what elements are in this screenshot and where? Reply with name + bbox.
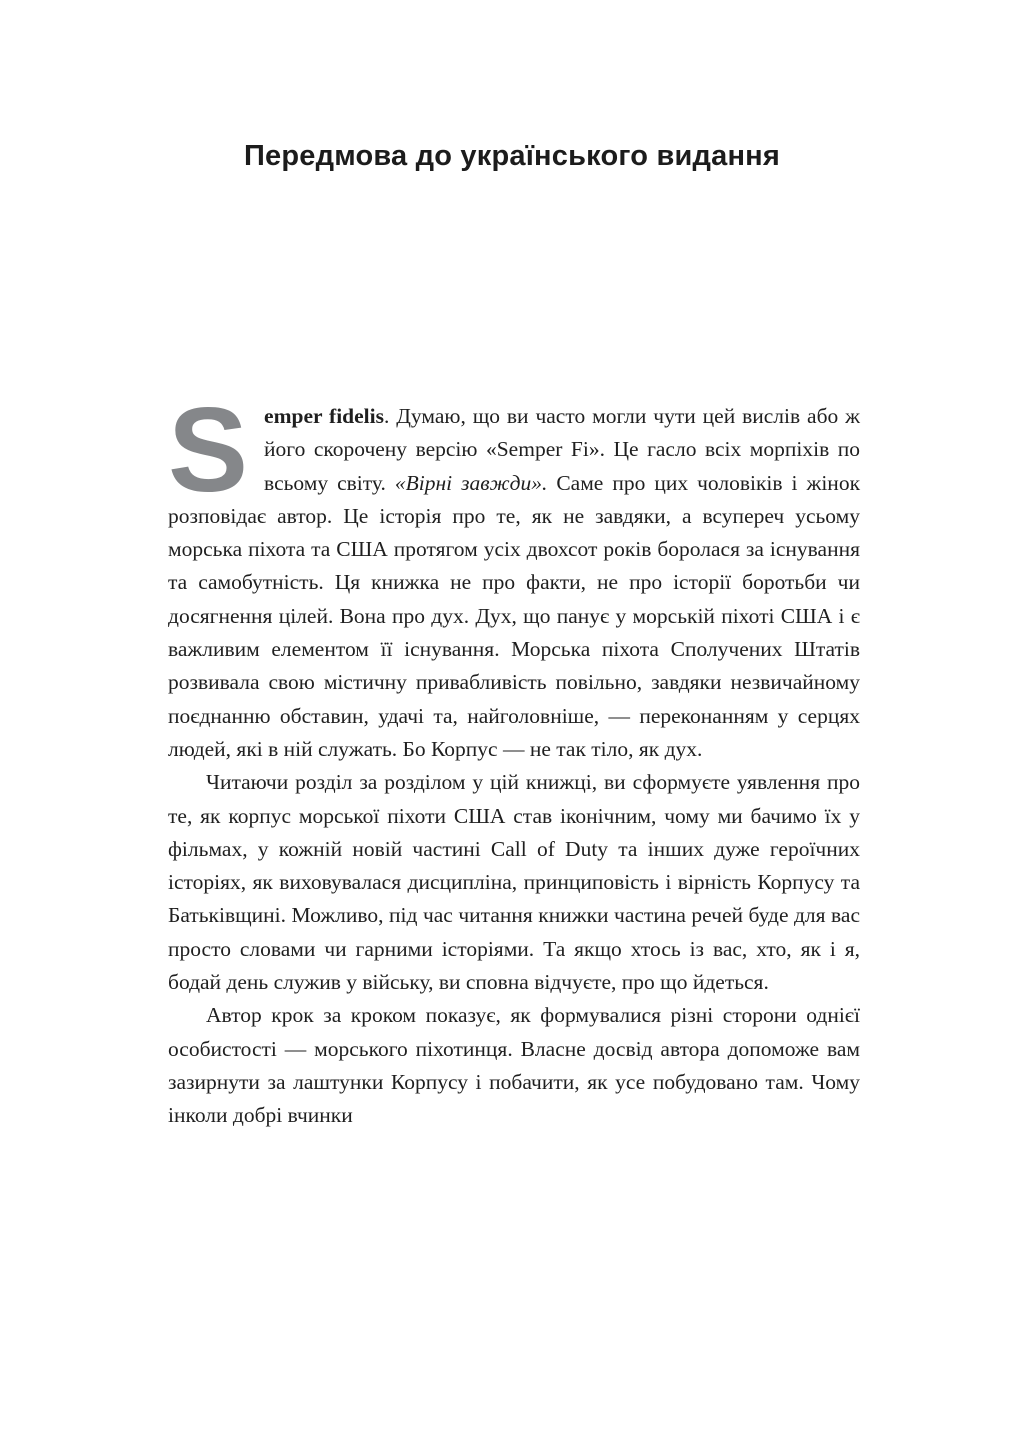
- paragraph-1: [168, 383, 861, 766]
- p1-bold-lead: emper fidelis: [264, 404, 384, 428]
- paragraph-3: Автор крок за кроком показує, як формувалися різні сторони однієї особистості — морського піхотинця. Власне досвід автора допоможе вам зазирнути за лаштунки Корпусу і побачити, як усе побудовано там. Чому інколи добрі вчинки: [168, 1003, 860, 1128]
- p1-text-run: . Думаю, що ви часто могли чути цей вислів або ж його скорочену версію «Semper Fi». Це гасло всіх морпіхів по всьому світу.: [264, 404, 860, 495]
- body-text-block: [168, 383, 861, 1133]
- dropcap-letter: S: [168, 383, 249, 517]
- p1-italic-run: «Вірні завжди».: [394, 470, 548, 495]
- chapter-heading: Передмова до українського видання: [244, 140, 780, 172]
- p1-rest-run: Саме про цих чоловіків і жінок розповідає автор. Це історія про те, як не завдяки, а всупереч усьому морська піхота та США протягом усіх двохсот років боролася за існування та самобутність. Ця книжка не про факти, не про історії боротьби чи досягнення цілей. Вона про дух. Дух, що панує у морській піхоті США і є важливим елементом її існування. Морська піхота Сполучених Штатів розвивала свою містичну привабливість повільно, завдяки незвичайному поєднанню обставин, удачі та, найголовніше, — переконанням у серцях людей, які в ній служать. Бо Корпус — не так тіло, як дух.: [168, 470, 861, 761]
- paragraph-2: Читаючи розділ за розділом у цій книжці, ви сформуєте уявлення про те, як корпус морської піхоти США став іконічним, чому ми бачимо їх у фільмах, у кожній новій частині Call of Duty та інших дуже героїчних історіях, як виховувалася дисципліна, принциповість і вірність Корпусу та Батьківщині. Можливо, під час читання книжки частина речей буде для вас просто словами чи гарними історіями. Та якщо хтось із вас, хто, як і я, бодай день служив у війську, ви сповна відчуєте, про що йдеться.: [168, 770, 860, 995]
